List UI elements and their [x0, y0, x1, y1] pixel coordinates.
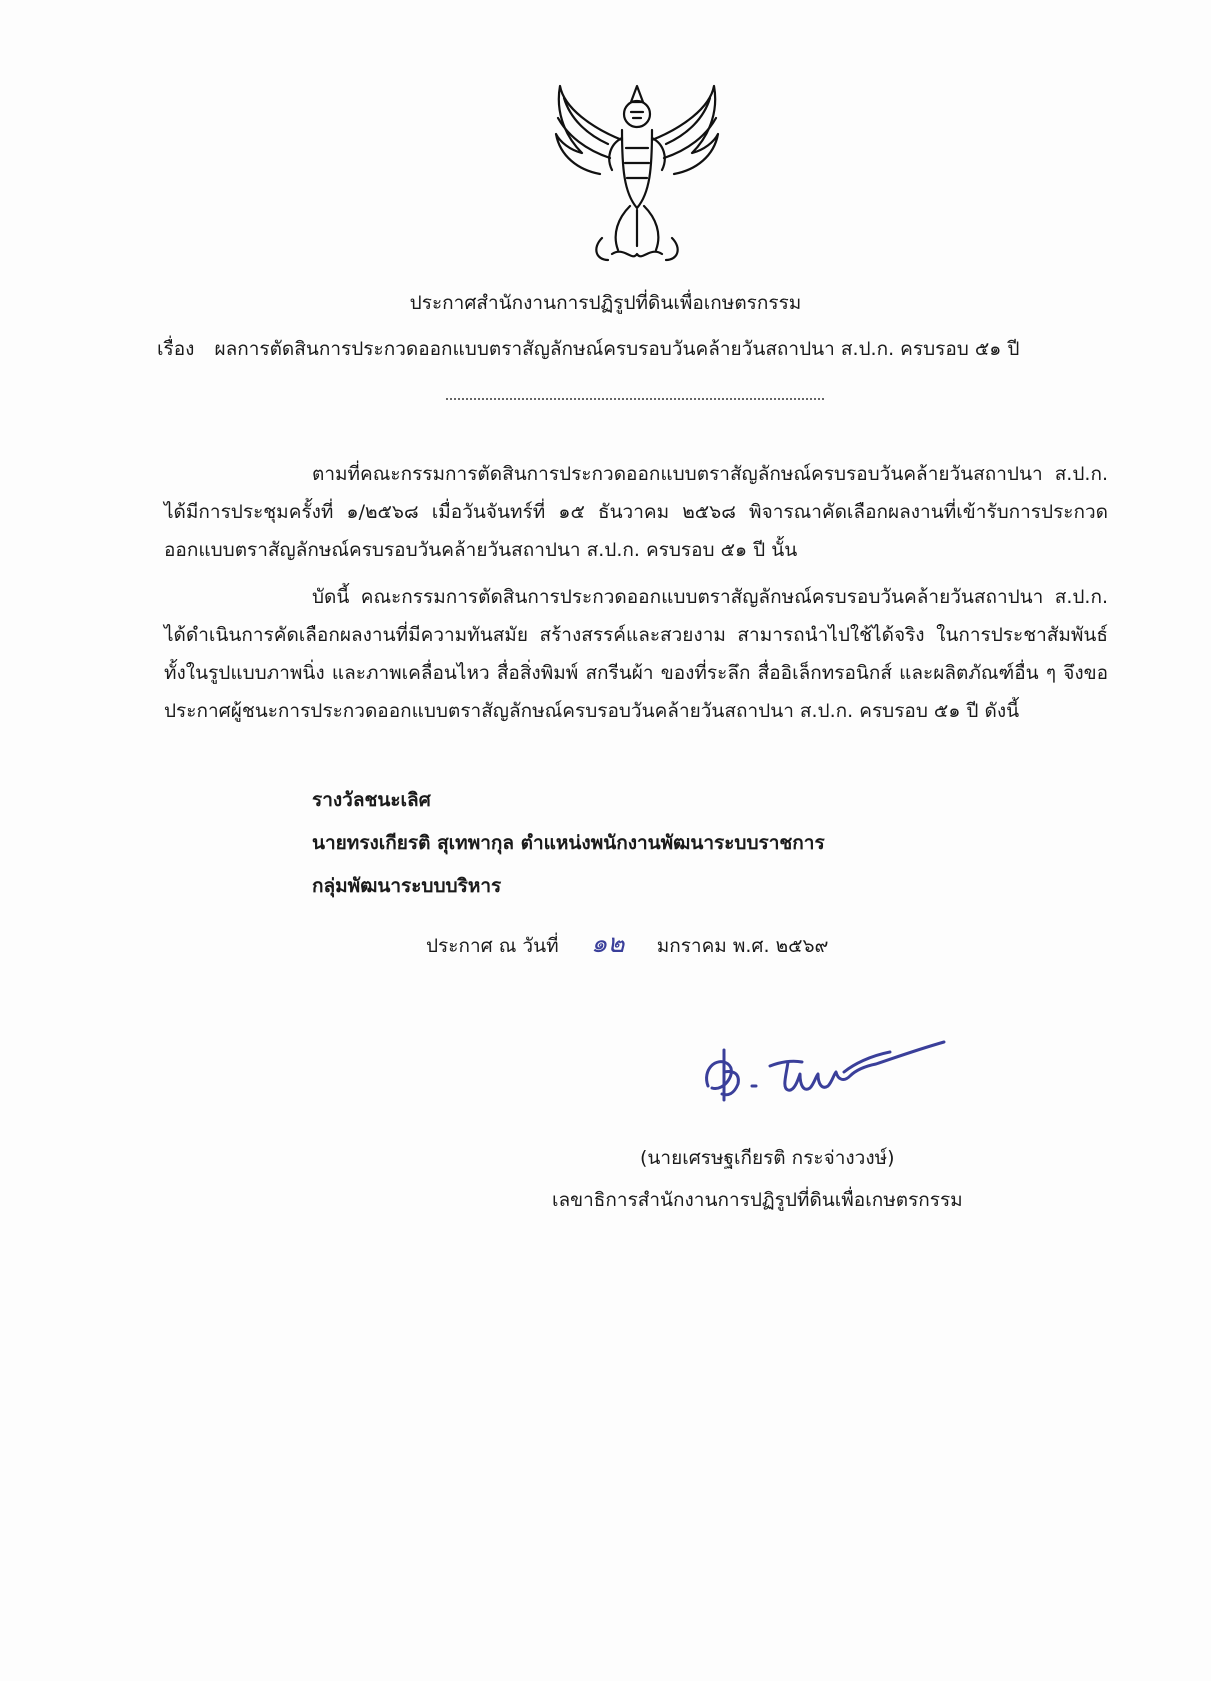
- announcement-title: ประกาศสำนักงานการปฏิรูปที่ดินเพื่อเกษตรกรรม: [409, 292, 802, 314]
- body-paragraph-2: บัดนี้ คณะกรรมการตัดสินการประกวดออกแบบตราสัญลักษณ์ครบรอบวันคล้ายวันสถาปนา ส.ป.ก. ได้ดำเนินการคัดเลือกผลงานที่มีความทันสมัย สร้างสรรค์และสวยงาม สามารถนำไปใช้ได้จริง ในการประชาสัมพันธ์ทั้งในรูปแบบภาพนิ่ง และภาพเคลื่อนไหว สื่อสิ่งพิมพ์ สกรีนผ้า ของที่ระลึก สื่ออิเล็กทรอนิกส์ และผลิตภัณฑ์อื่น ๆ จึงขอประกาศผู้ชนะการประกวดออกแบบตราสัญลักษณ์ครบรอบวันคล้ายวันสถาปนา ส.ป.ก. ครบรอบ ๕๑ ปี ดังนี้: [164, 586, 1108, 722]
- signer-position: เลขาธิการสำนักงานการปฏิรูปที่ดินเพื่อเกษตรกรรม: [552, 1189, 963, 1211]
- award-group: กลุ่มพัฒนาระบบบริหาร: [312, 875, 502, 897]
- subject-line: [157, 335, 1117, 363]
- garuda-emblem: [552, 78, 722, 266]
- subject-text: ผลการตัดสินการประกวดออกแบบตราสัญลักษณ์ครบรอบวันคล้ายวันสถาปนา ส.ป.ก. ครบรอบ ๕๑ ปี: [214, 338, 1020, 360]
- award-winner: นายทรงเกียรติ สุเทพากุล ตำแหน่งพนักงานพัฒนาระบบราชการ: [312, 832, 825, 854]
- subject-label: เรื่อง: [157, 338, 195, 360]
- signer-name: (นายเศรษฐเกียรติ กระจ่างวงษ์): [640, 1147, 895, 1169]
- date-month-year: มกราคม พ.ศ. ๒๕๖๙: [656, 935, 829, 957]
- award-heading: รางวัลชนะเลิศ: [312, 789, 431, 811]
- handwritten-signature: [694, 1014, 954, 1124]
- body-paragraph-1: ตามที่คณะกรรมการตัดสินการประกวดออกแบบตราสัญลักษณ์ครบรอบวันคล้ายวันสถาปนา ส.ป.ก. ได้มีการประชุมครั้งที่ ๑/๒๕๖๘ เมื่อวันจันทร์ที่ ๑๕ ธันวาคม ๒๕๖๘ พิจารณาคัดเลือกผลงานที่เข้ารับการประกวดออกแบบตราสัญลักษณ์ครบรอบวันคล้ายวันสถาปนา ส.ป.ก. ครบรอบ ๕๑ ปี นั้น: [164, 463, 1108, 561]
- dotted-divider: [445, 398, 825, 400]
- date-day-handwritten: ๑๒: [590, 929, 625, 959]
- date-prefix: ประกาศ ณ วันที่: [426, 935, 559, 957]
- announcement-date: [426, 928, 828, 962]
